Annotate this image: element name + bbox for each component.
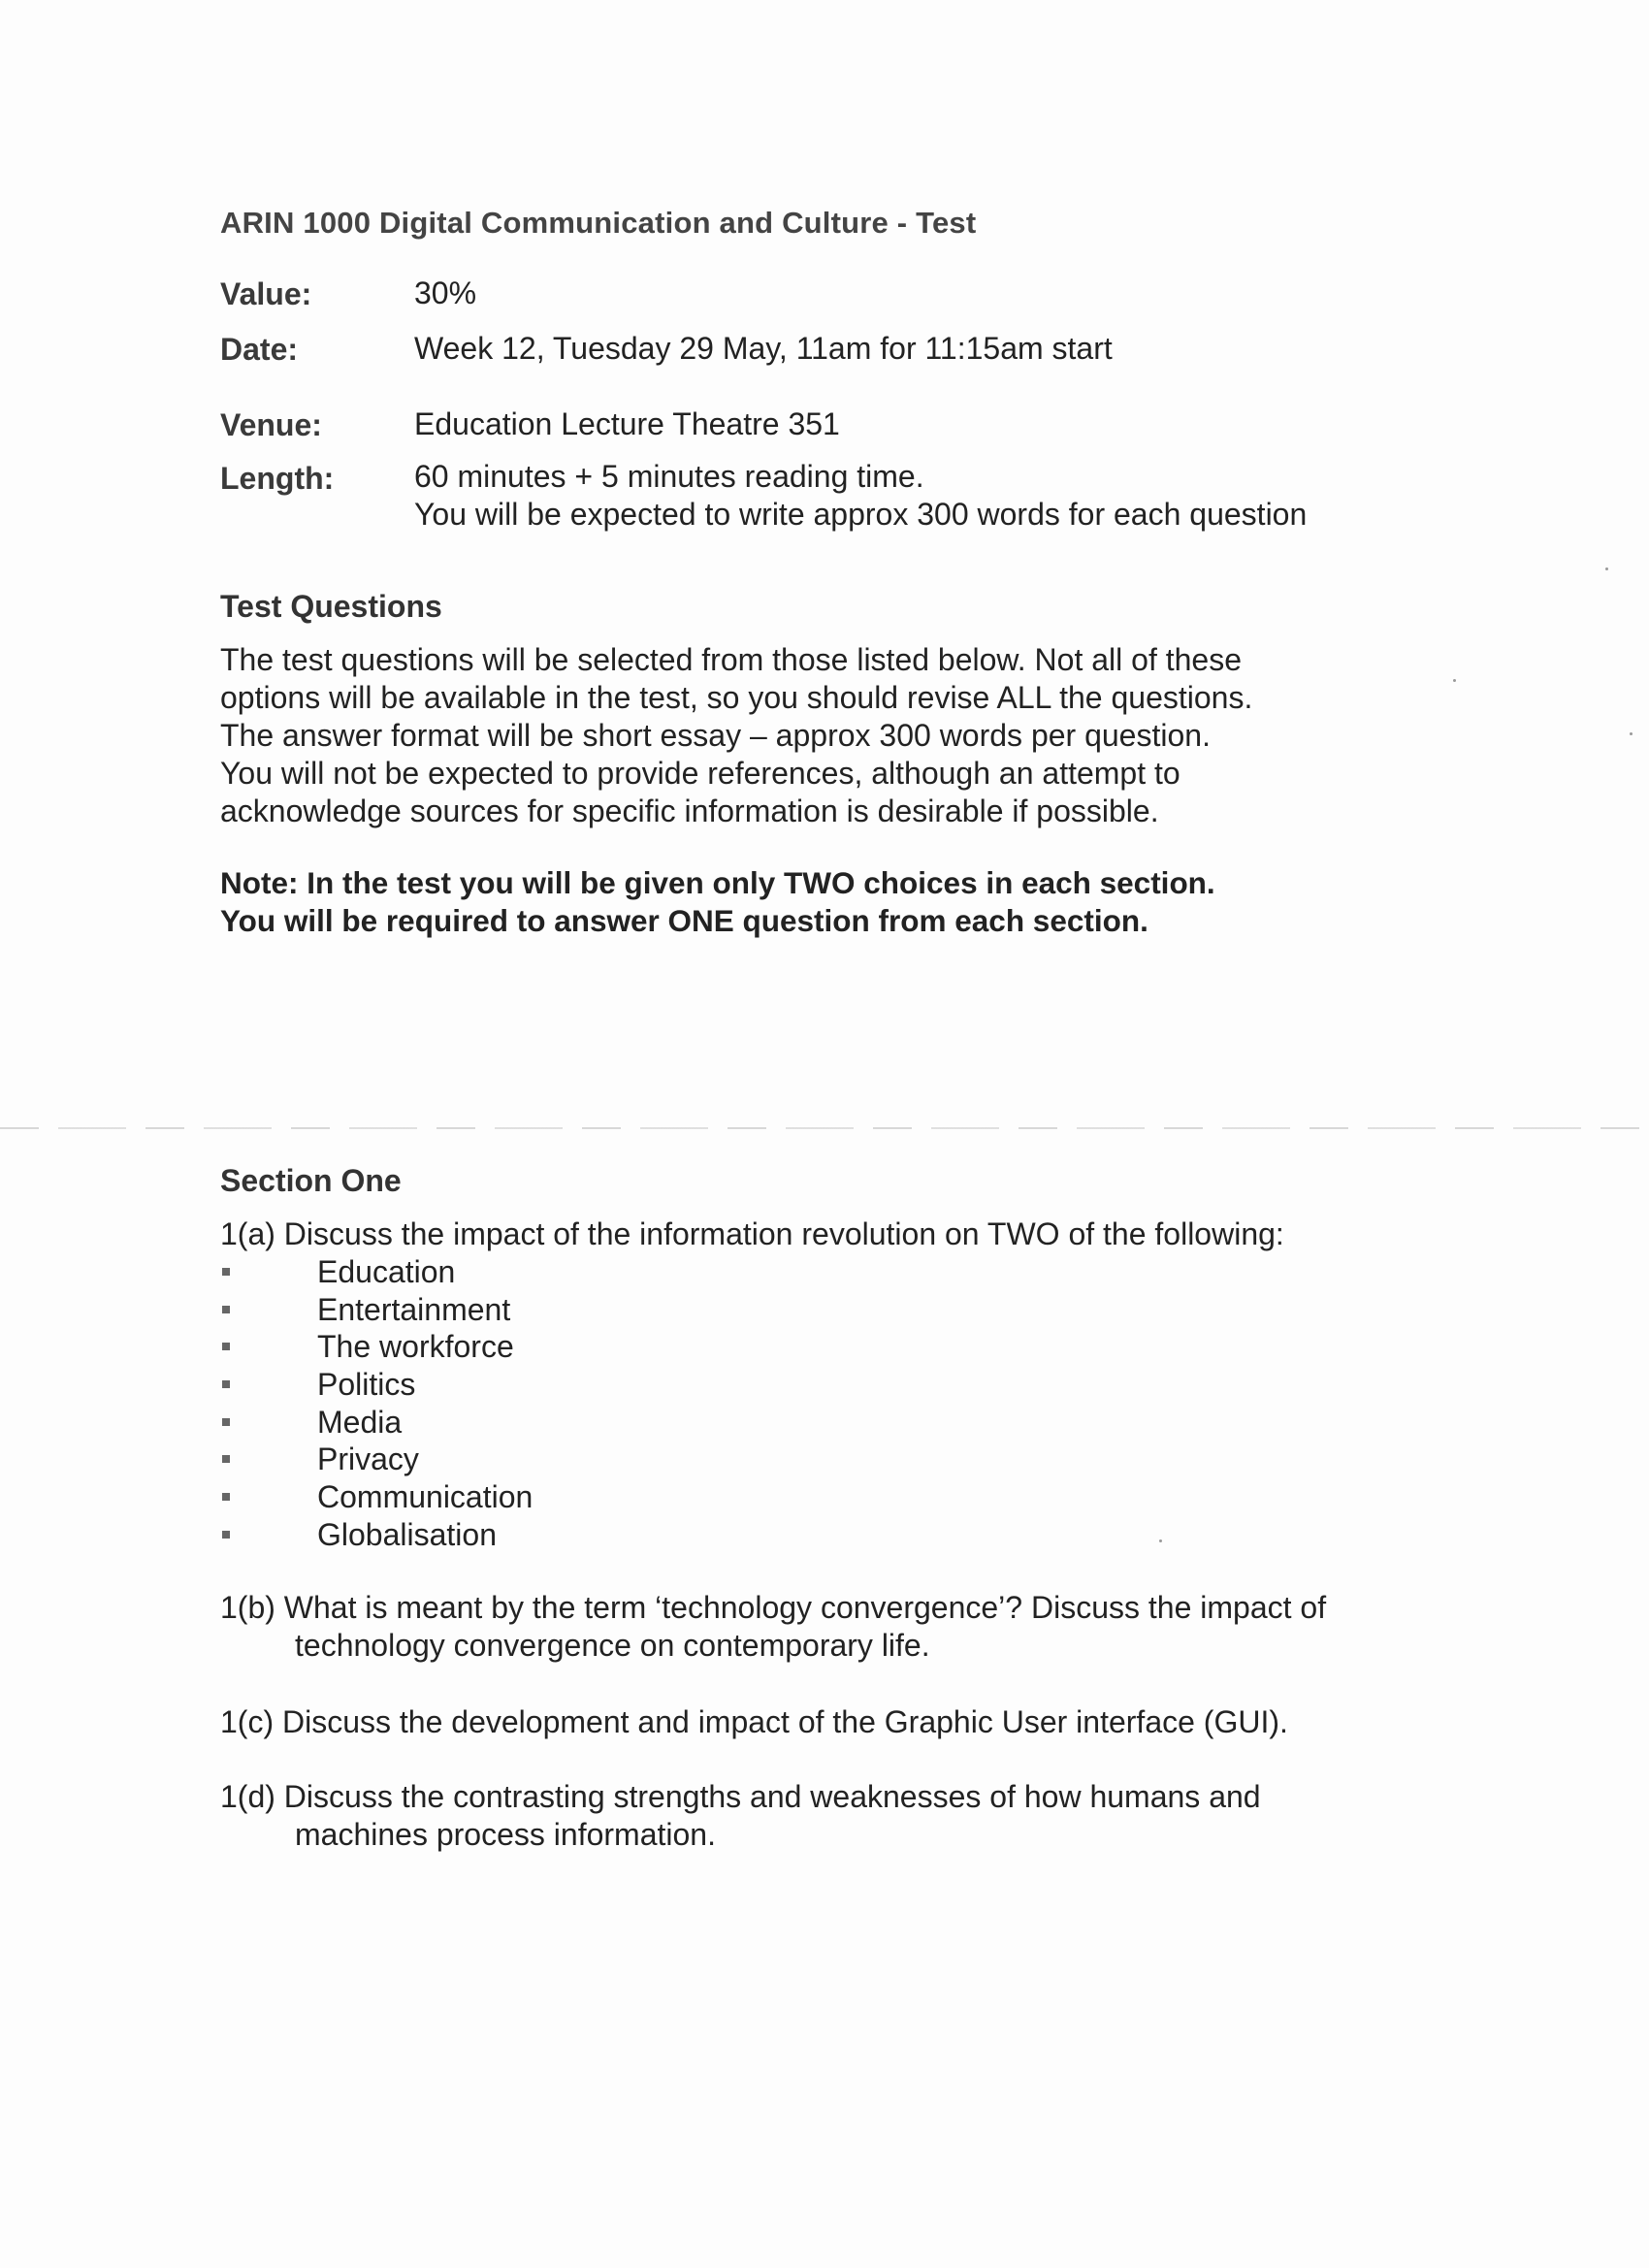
question-line: technology convergence on contemporary life.: [295, 1628, 930, 1663]
question-line: 1(a) Discuss the impact of the information revolution on TWO of the following:: [220, 1216, 1284, 1251]
list-item-text: Politics: [317, 1367, 416, 1403]
question-1a: [220, 1215, 1284, 1253]
list-item-text: Education: [317, 1254, 456, 1289]
paragraph-line: options will be available in the test, so you should revise ALL the questions.: [220, 680, 1253, 715]
square-bullet-icon: [222, 1343, 230, 1350]
note-line: You will be required to answer ONE question from each section.: [220, 903, 1148, 938]
date-text: Week 12, Tuesday 29 May, 11am for 11:15am start: [414, 331, 1113, 366]
value-text: 30%: [414, 275, 477, 310]
list-item-text: Media: [317, 1404, 403, 1440]
length-text-line-2: You will be expected to write approx 300 words for each question: [414, 497, 1308, 532]
test-questions-heading: Test Questions: [220, 589, 442, 624]
scan-speck: [1630, 732, 1633, 735]
square-bullet-icon: [222, 1493, 230, 1501]
list-item-text: Globalisation: [317, 1516, 497, 1552]
question-line: 1(b) What is meant by the term ‘technology convergence’? Discuss the impact of: [220, 1590, 1327, 1625]
question-line: 1(d) Discuss the contrasting strengths and weaknesses of how humans and: [220, 1779, 1261, 1814]
note-line: Note: In the test you will be given only TWO choices in each section.: [220, 865, 1215, 900]
question-1d: [220, 1778, 1261, 1854]
test-questions-paragraph: [220, 641, 1365, 830]
paragraph-line: The test questions will be selected from those listed below. Not all of these: [220, 642, 1242, 677]
list-item-text: The workforce: [317, 1329, 514, 1365]
length-text-line-1: 60 minutes + 5 minutes reading time.: [414, 459, 924, 494]
square-bullet-icon: [222, 1531, 230, 1539]
paragraph-line: You will not be expected to provide references, although an attempt to: [220, 756, 1180, 791]
scan-speck: [1159, 1539, 1162, 1542]
value-label: Value:: [220, 276, 312, 311]
square-bullet-icon: [222, 1455, 230, 1463]
square-bullet-icon: [222, 1306, 230, 1313]
square-bullet-icon: [222, 1418, 230, 1426]
test-note: [220, 864, 1215, 940]
square-bullet-icon: [222, 1380, 230, 1388]
list-item-text: Communication: [317, 1479, 534, 1515]
scan-speck: [1453, 679, 1456, 682]
paragraph-line: The answer format will be short essay – approx 300 words per question.: [220, 718, 1211, 753]
length-label: Length:: [220, 461, 335, 496]
section-one-heading: Section One: [220, 1163, 402, 1198]
question-line: 1(c) Discuss the development and impact of the Graphic User interface (GUI).: [220, 1704, 1288, 1739]
date-label: Date:: [220, 332, 299, 367]
square-bullet-icon: [222, 1268, 230, 1276]
question-1c: [220, 1703, 1288, 1741]
venue-text: Education Lecture Theatre 351: [414, 406, 840, 441]
paragraph-line: acknowledge sources for specific information is desirable if possible.: [220, 794, 1159, 828]
fold-line: [0, 1127, 1649, 1129]
list-item-text: Privacy: [317, 1442, 419, 1477]
scan-speck: [1605, 567, 1608, 570]
venue-label: Venue:: [220, 407, 322, 442]
document-title: ARIN 1000 Digital Communication and Culture - Test: [220, 206, 977, 240]
question-line: machines process information.: [295, 1817, 716, 1852]
list-item-text: Entertainment: [317, 1291, 511, 1327]
question-1b: [220, 1589, 1326, 1665]
